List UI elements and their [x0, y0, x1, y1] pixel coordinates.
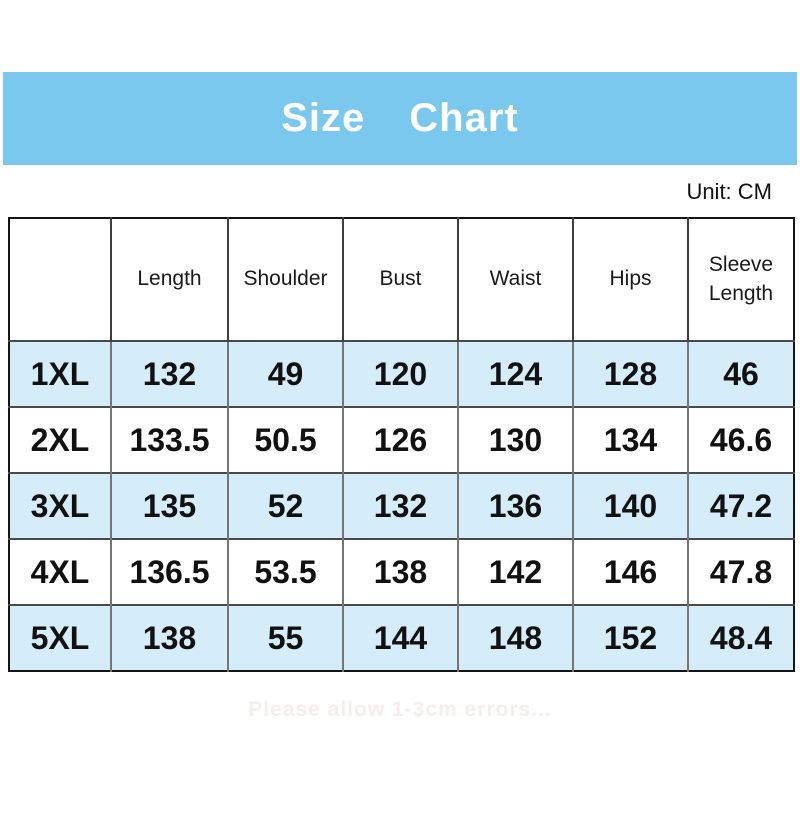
value-cell: 50.5: [228, 407, 343, 473]
value-cell: 120: [343, 341, 458, 407]
size-cell: 4XL: [9, 539, 111, 605]
size-chart-banner: [3, 72, 797, 165]
column-header-waist: Waist: [458, 218, 573, 341]
value-cell: 138: [111, 605, 228, 671]
value-cell: 132: [111, 341, 228, 407]
value-cell: 49: [228, 341, 343, 407]
column-header-length: Length: [111, 218, 228, 341]
size-chart-table: [8, 217, 795, 672]
table-row-4xl: [9, 539, 794, 605]
value-cell: 46.6: [688, 407, 794, 473]
value-cell: 134: [573, 407, 688, 473]
size-cell: 1XL: [9, 341, 111, 407]
value-cell: 142: [458, 539, 573, 605]
table-header-row: [9, 218, 794, 341]
value-cell: 133.5: [111, 407, 228, 473]
value-cell: 146: [573, 539, 688, 605]
value-cell: 132: [343, 473, 458, 539]
value-cell: 52: [228, 473, 343, 539]
value-cell: 148: [458, 605, 573, 671]
value-cell: 136.5: [111, 539, 228, 605]
value-cell: 138: [343, 539, 458, 605]
table-row-3xl: [9, 473, 794, 539]
column-header-shoulder: Shoulder: [228, 218, 343, 341]
unit-label: Unit: CM: [686, 179, 772, 204]
column-header-bust: Bust: [343, 218, 458, 341]
column-header-blank: [9, 218, 111, 341]
value-cell: 130: [458, 407, 573, 473]
table-row-5xl: [9, 605, 794, 671]
value-cell: 46: [688, 341, 794, 407]
value-cell: 47.2: [688, 473, 794, 539]
value-cell: 48.4: [688, 605, 794, 671]
value-cell: 53.5: [228, 539, 343, 605]
column-header-hips: Hips: [573, 218, 688, 341]
value-cell: 135: [111, 473, 228, 539]
banner-title-word-size: Size: [281, 96, 366, 140]
size-cell: 5XL: [9, 605, 111, 671]
column-header-sleeve-length: Sleeve Length: [688, 218, 794, 341]
table-row-1xl: [9, 341, 794, 407]
tolerance-footnote: Please allow 1-3cm errors...: [248, 698, 552, 721]
value-cell: 140: [573, 473, 688, 539]
size-cell: 2XL: [9, 407, 111, 473]
value-cell: 128: [573, 341, 688, 407]
value-cell: 124: [458, 341, 573, 407]
value-cell: 136: [458, 473, 573, 539]
value-cell: 126: [343, 407, 458, 473]
value-cell: 144: [343, 605, 458, 671]
value-cell: 152: [573, 605, 688, 671]
banner-title-word-chart: Chart: [409, 96, 519, 140]
value-cell: 55: [228, 605, 343, 671]
size-cell: 3XL: [9, 473, 111, 539]
table-row-2xl: [9, 407, 794, 473]
value-cell: 47.8: [688, 539, 794, 605]
